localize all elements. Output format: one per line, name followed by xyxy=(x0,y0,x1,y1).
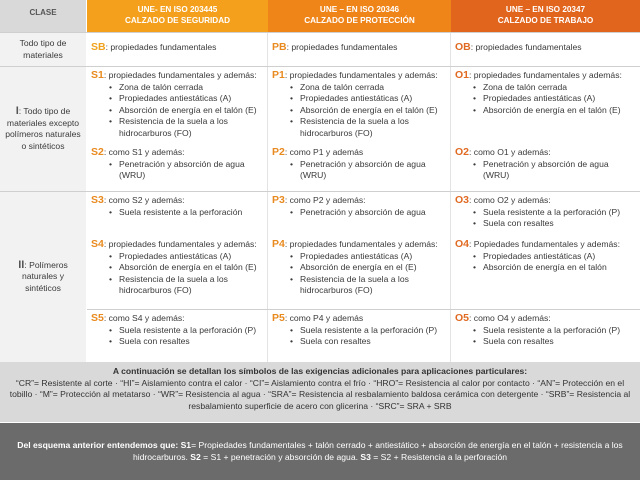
cell-p4 xyxy=(268,236,451,309)
list-item: • Suela con resaltes xyxy=(109,336,263,348)
cell-sb xyxy=(87,33,268,66)
summary-footer xyxy=(0,423,640,480)
cell-s5 xyxy=(87,310,268,362)
list-item: • Zona de talón cerrada xyxy=(109,82,263,94)
row-s1 xyxy=(87,67,640,144)
code-o1: O1 xyxy=(455,69,470,81)
text-ob: : propiedades fundamentales xyxy=(470,42,582,52)
code-pb: PB xyxy=(272,41,287,53)
list-o4 xyxy=(455,251,636,274)
class-1-columns xyxy=(87,67,640,191)
header-col3-title: CALZADO DE TRABAJO xyxy=(497,16,594,25)
list-item: • Absorción de energía en el talón (E) xyxy=(109,262,263,274)
row-s5 xyxy=(87,309,640,362)
code-o3: O3 xyxy=(455,194,470,206)
code-o5: O5 xyxy=(455,312,470,324)
note-title: A continuación se detallan los símbolos de las exigencias adicionales para aplicaciones particulares: xyxy=(112,366,528,376)
header-col1-title: CALZADO DE SEGURIDAD xyxy=(124,16,231,25)
cell-p3 xyxy=(268,192,451,236)
footer-s3-code: S3 xyxy=(360,452,371,462)
row-s4 xyxy=(87,236,640,309)
text-p3: : como P2 y además: xyxy=(284,195,366,205)
cell-pb xyxy=(268,33,451,66)
list-o1 xyxy=(455,82,636,117)
list-s3 xyxy=(91,207,263,219)
list-p4 xyxy=(272,251,446,297)
list-p3 xyxy=(272,207,446,219)
header-col1-standard: UNE- EN ISO 203445 xyxy=(137,5,218,14)
list-s5 xyxy=(91,325,263,348)
code-o2: O2 xyxy=(455,146,470,158)
class-1-block xyxy=(0,66,640,191)
cell-o2 xyxy=(451,144,640,191)
text-o3: : como O2 y además: xyxy=(469,195,551,205)
footer-s1-code: S1 xyxy=(180,440,192,450)
list-item: • Suela con resaltes xyxy=(473,336,636,348)
cell-p2 xyxy=(268,144,451,191)
text-o1: : propiedades fundamentales y además: xyxy=(469,70,622,80)
text-p1: : propiedades fundamentales y además: xyxy=(284,70,438,80)
list-item: • Resistencia de la suela a los hidrocarburos (FO) xyxy=(109,116,263,139)
note-body: “CR”= Resistente al corte · “HI”= Aislamiento contra el calor · “CI”= Aislamiento contra el frío · “HRO”= Resistencia al calor por contacto · “AN”= Protección en el tobillo · “M”= Protección al metatarso · “WR”= Resistencia al agua · “SRA”= Resistencia al resbalamiento baldosa cerámica con detergente · “SRB”= Resistencia al resbalamiento superficie de acero con glicerina · “SRC”= SRA + SRB xyxy=(9,377,631,411)
list-item: • Propiedades antiestáticas (A) xyxy=(109,93,263,105)
code-s3: S3 xyxy=(91,194,104,206)
text-s1: : propiedades fundamentales y además: xyxy=(103,70,257,80)
list-item: • Suela resistente a la perforación (P) xyxy=(473,207,636,219)
list-item: • Zona de talón cerrada xyxy=(473,82,636,94)
text-o5: : como O4 y además: xyxy=(469,313,551,323)
code-s5: S5 xyxy=(91,312,104,324)
list-o3 xyxy=(455,207,636,230)
text-s4: : propiedades fundamentales y además: xyxy=(103,239,257,249)
footer-s1-text: = Propiedades fundamentales + talón cerrado + antiestático + absorción de energía en el talón + resistencia a los hidrocarburos. xyxy=(132,440,623,462)
list-item: • Suela resistente a la perforación (P) xyxy=(290,325,446,337)
cell-p5 xyxy=(268,310,451,362)
code-o4: O4 xyxy=(455,238,470,250)
code-sb: SB xyxy=(91,41,106,53)
list-item: • Absorción de energía en el talón (E) xyxy=(109,105,263,117)
text-o4: : Popiedades fundamentales y además: xyxy=(469,239,620,249)
label-class-1 xyxy=(0,67,87,191)
list-item: • Propiedades antiestáticas (A) xyxy=(290,93,446,105)
row-s3 xyxy=(87,192,640,236)
text-s2: : como S1 y además: xyxy=(103,147,185,157)
code-p3: P3 xyxy=(272,194,285,206)
list-item: • Propiedades antiestáticas (A) xyxy=(109,251,263,263)
list-p2 xyxy=(272,159,446,182)
code-ob: OB xyxy=(455,41,471,53)
list-item: • Propiedades antiestáticas (A) xyxy=(473,93,636,105)
list-o5 xyxy=(455,325,636,348)
row-s2 xyxy=(87,144,640,191)
list-p5 xyxy=(272,325,446,348)
cell-o1 xyxy=(451,67,640,144)
table-header-row xyxy=(0,0,640,32)
list-item: • Penetración y absorción de agua (WRU) xyxy=(473,159,636,182)
code-s4: S4 xyxy=(91,238,104,250)
cell-o4 xyxy=(451,236,640,309)
header-col3-standard: UNE – EN ISO 20347 xyxy=(505,5,586,14)
text-p4: : propiedades fundamentales y además: xyxy=(284,239,438,249)
footer-s2-code: S2 xyxy=(190,452,201,462)
text-p2: : como P1 y además xyxy=(284,147,364,157)
additional-symbols-note xyxy=(0,362,640,422)
text-pb: : propiedades fundamentales xyxy=(286,42,398,52)
footer-s3-text: = S2 + Resistencia a la perforación xyxy=(370,452,508,462)
list-item: • Penetración y absorción de agua xyxy=(290,207,446,219)
list-s4 xyxy=(91,251,263,297)
list-item: • Penetración y absorción de agua (WRU) xyxy=(290,159,446,182)
header-clase-label: CLASE xyxy=(29,8,57,17)
header-safety-footwear xyxy=(87,0,268,32)
code-p2: P2 xyxy=(272,146,285,158)
header-work-footwear xyxy=(451,0,640,32)
cell-ob xyxy=(451,33,640,66)
label-class-2 xyxy=(0,192,87,362)
label-all-materials: Todo tipo de materiales xyxy=(0,33,87,66)
header-clase xyxy=(0,0,87,32)
cell-s3 xyxy=(87,192,268,236)
cell-p1 xyxy=(268,67,451,144)
list-item: • Suela con resaltes xyxy=(290,336,446,348)
list-item: • Absorción de energía en el talón (E) xyxy=(473,105,636,117)
header-protective-footwear xyxy=(268,0,451,32)
class-2-label: : Polímeros naturales y sintéticos xyxy=(21,259,68,293)
footer-lead: Del esquema anterior entendemos que: xyxy=(17,440,181,450)
class-1-roman: I xyxy=(15,105,19,117)
list-item: • Resistencia de la suela a los hidrocarburos (FO) xyxy=(290,274,446,297)
cell-o3 xyxy=(451,192,640,236)
list-o2 xyxy=(455,159,636,182)
code-s2: S2 xyxy=(91,146,104,158)
code-p4: P4 xyxy=(272,238,285,250)
list-s1 xyxy=(91,82,263,140)
list-item: • Resistencia de la suela a los hidrocarburos (FO) xyxy=(109,274,263,297)
cell-s4 xyxy=(87,236,268,309)
footer-s2-text: = S1 + penetración y absorción de agua. xyxy=(200,452,361,462)
list-item: • Zona de talón cerrada xyxy=(290,82,446,94)
list-item: • Suela resistente a la perforación xyxy=(109,207,263,219)
class-2-block xyxy=(0,191,640,362)
list-item: • Propiedades antiestáticas (A) xyxy=(290,251,446,263)
cell-o5 xyxy=(451,310,640,362)
code-p1: P1 xyxy=(272,69,285,81)
header-col2-title: CALZADO DE PROTECCIÓN xyxy=(304,16,415,25)
code-p5: P5 xyxy=(272,312,285,324)
text-s3: : como S2 y además: xyxy=(103,195,185,205)
cell-s2 xyxy=(87,144,268,191)
list-s2 xyxy=(91,159,263,182)
list-item: • Absorción de energía en el (E) xyxy=(290,262,446,274)
list-item: • Propiedades antiestáticas (A) xyxy=(473,251,636,263)
list-p1 xyxy=(272,82,446,140)
text-o2: : como O1 y además: xyxy=(469,147,551,157)
class-2-roman: II xyxy=(18,258,25,271)
row-all-materials xyxy=(0,32,640,66)
text-sb: : propiedades fundamentales xyxy=(105,42,217,52)
text-p5: : como P4 y además xyxy=(284,313,364,323)
list-item: • Absorción de energía en el talón xyxy=(473,262,636,274)
class-2-columns xyxy=(87,192,640,362)
cell-s1 xyxy=(87,67,268,144)
text-s5: : como S4 y además: xyxy=(103,313,185,323)
class-1-label: : Todo tipo de materiales excepto polímeros naturales o sintéticos xyxy=(5,106,81,151)
header-col2-standard: UNE – EN ISO 20346 xyxy=(319,5,400,14)
code-s1: S1 xyxy=(91,69,104,81)
list-item: • Suela resistente a la perforación (P) xyxy=(473,325,636,337)
list-item: • Suela con resaltes xyxy=(473,218,636,230)
list-item: • Absorción de energía en el talón (E) xyxy=(290,105,446,117)
list-item: • Resistencia de la suela a los hidrocarburos (FO) xyxy=(290,116,446,139)
list-item: • Penetración y absorción de agua (WRU) xyxy=(109,159,263,182)
list-item: • Suela resistente a la perforación (P) xyxy=(109,325,263,337)
